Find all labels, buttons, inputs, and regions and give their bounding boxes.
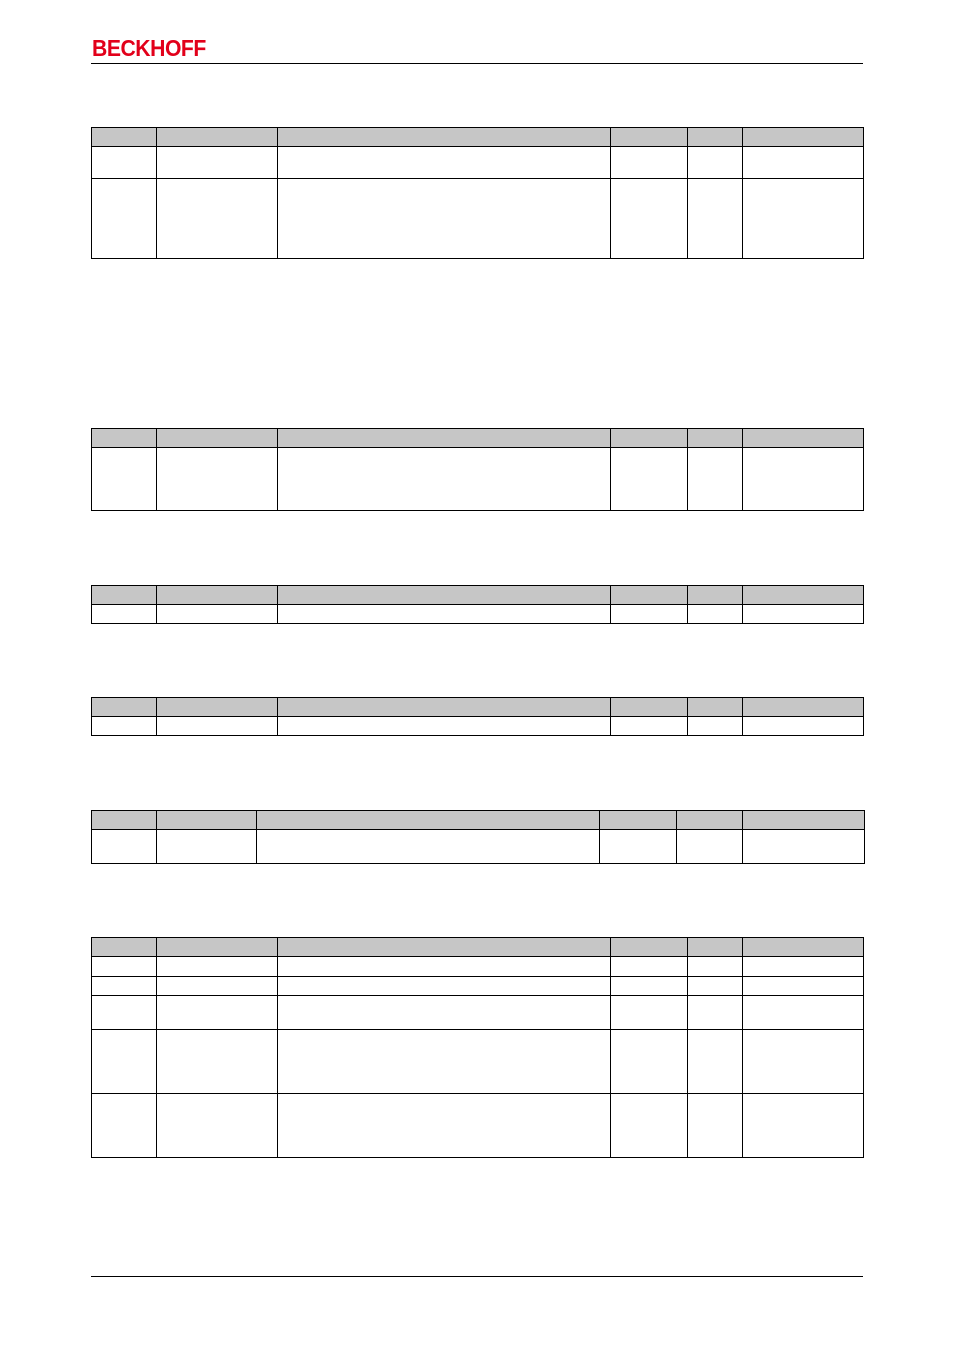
table-header-row — [92, 938, 864, 957]
table-row — [92, 448, 864, 511]
table-header-row — [92, 128, 864, 147]
parameter-table-6 — [91, 937, 864, 1158]
table-header-row — [92, 811, 865, 830]
parameter-table-5 — [91, 810, 865, 864]
table-row — [92, 147, 864, 179]
table-row — [92, 996, 864, 1030]
table-header-row — [92, 698, 864, 717]
table-row — [92, 957, 864, 977]
table-row — [92, 179, 864, 259]
table-row — [92, 717, 864, 736]
table-header-row — [92, 429, 864, 448]
parameter-table-4 — [91, 697, 864, 736]
footer-divider — [91, 1276, 863, 1277]
table-row — [92, 1030, 864, 1094]
table-row — [92, 1094, 864, 1158]
table-row — [92, 605, 864, 624]
table-row — [92, 977, 864, 996]
brand-logo: BECKHOFF — [92, 35, 206, 61]
parameter-table-1 — [91, 127, 864, 259]
table-row — [92, 830, 865, 864]
table-header-row — [92, 586, 864, 605]
parameter-table-3 — [91, 585, 864, 624]
parameter-table-2 — [91, 428, 864, 511]
header-divider — [91, 63, 863, 64]
